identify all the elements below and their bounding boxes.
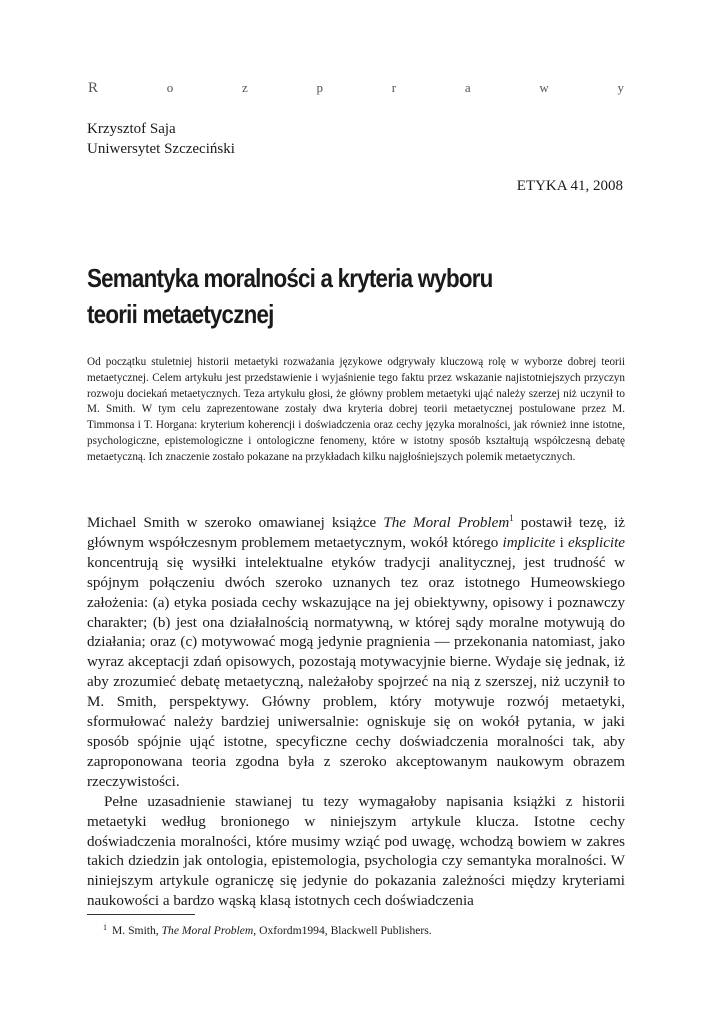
author-affiliation: Uniwersytet Szczeciński — [87, 141, 235, 157]
footnote — [103, 920, 432, 939]
section-header — [88, 80, 624, 97]
footnote-mark: 1 — [103, 923, 107, 932]
emphasis-implicite: implicite — [502, 534, 556, 551]
footnote-text-run: , Oxfordm1994, Blackwell Publishers. — [253, 924, 432, 937]
section-header-letter: o — [166, 80, 174, 95]
footnote-divider — [87, 914, 195, 915]
emphasis-eksplicite: eksplicite — [568, 534, 625, 551]
article-title-line: Semantyka moralności a kryteria wyboru — [87, 263, 493, 293]
section-header-letter: y — [617, 80, 624, 95]
body-text-run: Michael Smith w szeroko omawianej książce — [87, 515, 384, 531]
footnote-reference: 1 — [509, 513, 514, 523]
author-name: Krzysztof Saja — [87, 121, 176, 137]
section-header-letter: z — [241, 80, 248, 95]
section-header-letter: p — [316, 80, 323, 95]
body-paragraph: Pełne uzasadnienie stawianej tu tezy wymagałoby napisania książki z historii metaetyki według bronionego w niniejszym artykule klucza. Istotne cechy doświadczenia moralności, które musimy wziąć pod uwagę, wchodzą bowiem w zakres takich dziedzin jak ontologia, epistemologia, psychologia czy semantyka moralności. W niniejszym artykule ograniczę się jedynie do pokazania zależności między kryteriami naukowości a bardzo wąską klasą istotnych cech doświadczenia — [87, 793, 625, 910]
body-text-run: koncentrują się wysiłki intelektualne etyków tradycji analitycznej, jest trudność w spójnym połączeniu dwóch szeroko uznanych tez oraz istotnego Humeowskiego założenia: (a) etyka posiada cechy wskazujące na jej obiektywny, opisowy i poznawczy charakter; (b) jest ona działalnością normatywną, w której sądy moralne motywują do działania; oraz (c) motywować mogą jedynie pragnienia — przekonania natomiast, jako wyraz akceptacji zdań opisowych, pozostają motywacyjnie bierne. Wydaje się jednak, iż aby zrozumieć debatę metaetyczną, należałoby spojrzeć na nią z szerszej, niż uczynił to M. Smith, perspektywy. Główny problem, który motywuje rozwój metaetyki, sformułować należy bardziej uniwersalnie: ogniskuje się on wokół pytania, w jaki sposób spójnie ująć istotne, specyficzne cechy doświadczenia moralności tak, aby zaproponowana teoria zgodna była z szeroko akceptowanym naukowym obrazem rzeczywistości. — [87, 554, 625, 790]
footnote-book-title: The Moral Problem — [161, 924, 254, 937]
book-title: The Moral Problem — [383, 515, 510, 531]
body-text — [87, 514, 625, 912]
body-text-run: i — [555, 534, 568, 551]
section-header-letter: w — [539, 80, 549, 95]
author-block — [87, 119, 235, 159]
body-text-run: postawił tezę, iż głównym współczesnym problemem metaetycznym, wokół którego — [87, 515, 625, 551]
journal-reference: ETYKA 41, 2008 — [516, 178, 623, 194]
body-paragraph — [87, 514, 625, 793]
section-header-letter: R — [88, 80, 99, 96]
article-title — [87, 260, 517, 332]
footnote-text-run: M. Smith, — [112, 924, 162, 937]
section-header-letter: a — [464, 80, 471, 95]
section-header-letter: r — [391, 80, 397, 95]
article-title-line: teorii metaetycznej — [87, 299, 274, 329]
abstract: Od początku stuletniej historii metaetyki rozważania językowe odgrywały kluczową rolę w wyborze dobrej teorii metaetycznej. Celem artykułu jest przedstawienie i wyjaśnienie tego faktu przez wskazanie najistotniejszych przyczyn rozwoju dociekań metaetycznych. Teza artykułu głosi, że główny problem metaetyki ująć należy szerzej niż uczynił to M. Smith. W tym celu zaprezentowane zostały dwa kryteria dobrej teorii metaetycznej postulowane przez M. Timmonsa i T. Horgana: kryterium koherencji i doświadczenia oraz cechy języka moralności, jak również inne istotne, psychologiczne, epistemologiczne i ontologiczne fenomeny, które w istotny sposób kształtują współczesną debatę metaetyczną. Ich znaczenie zostało pokazane na przykładach kilku najgłośniejszych polemik metaetycznych. — [87, 356, 625, 463]
